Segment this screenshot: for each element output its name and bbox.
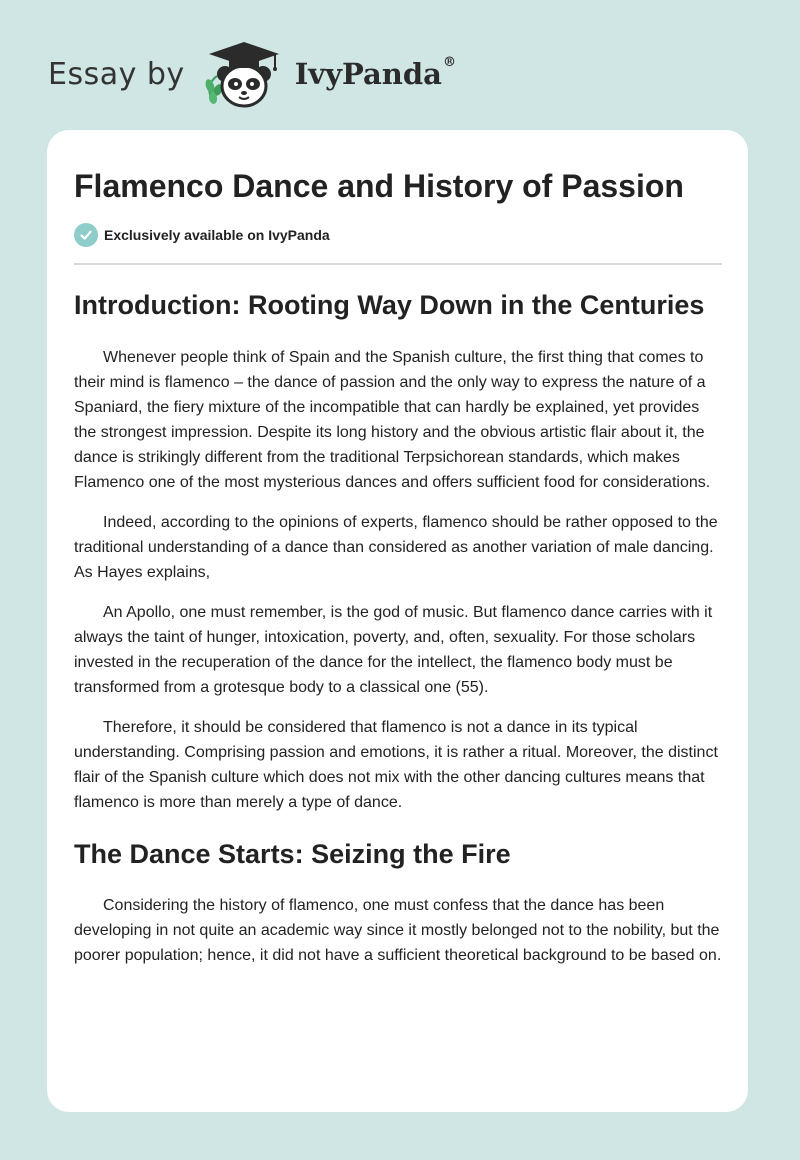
panda-graduate-logo-icon	[201, 36, 287, 112]
section-dance-starts	[74, 834, 722, 968]
brand-prefix: Essay by	[48, 56, 185, 92]
article-title: Flamenco Dance and History of Passion	[74, 168, 684, 204]
checkmark-icon	[74, 223, 98, 247]
section-heading: The Dance Starts: Seizing the Fire	[74, 839, 511, 869]
quote-paragraph: An Apollo, one must remember, is the god of music. But flamenco dance carries with it always the taint of hunger, intoxication, poverty, and, often, sexuality. For those scholars invested in the recuperation of the dance for the intellect, the flamenco body must be transformed from a grotesque body to a classical one (55).	[74, 604, 713, 696]
paragraph: Whenever people think of Spain and the Spanish culture, the first thing that comes to their mind is flamenco – the dance of passion and the only way to express the nature of a Spaniard, the fiery mixture of the incompatible that can hardly be explained, yet provides the strongest impression. Despite its long history and the obvious artistic flair about it, the dance is strikingly different from the traditional Terpsichorean standards, which makes Flamenco one of the most mysterious dances and offers sufficient food for considerations.	[74, 349, 711, 491]
registered-mark: ®	[442, 55, 456, 70]
brand-header	[48, 34, 456, 114]
title-divider	[74, 263, 722, 265]
brand-name	[295, 57, 456, 91]
article-card	[47, 130, 748, 1112]
paragraph: Therefore, it should be considered that flamenco is not a dance in its typical understanding. Comprising passion and emotions, it is rather a ritual. Moreover, the distinct flair of the Spanish culture which does not mix with the other dancing cultures means that flamenco is more than merely a type of dance.	[74, 719, 718, 811]
paragraph: Indeed, according to the opinions of experts, flamenco should be rather opposed to the traditional understanding of a dance than considered as another variation of male dancing. As Hayes explains,	[74, 514, 718, 581]
paragraph: Considering the history of flamenco, one must confess that the dance has been developing in not quite an academic way since it mostly belonged not to the nobility, but the poorer population; hence, it did not have a sufficient theoretical background to be based on.	[74, 897, 722, 964]
section-heading: Introduction: Rooting Way Down in the Centuries	[74, 290, 705, 320]
section-introduction	[74, 285, 722, 815]
badge-label: Exclusively available on IvyPanda	[104, 227, 330, 243]
brand-name-text: IvyPanda	[294, 57, 442, 91]
exclusive-badge	[74, 222, 722, 248]
